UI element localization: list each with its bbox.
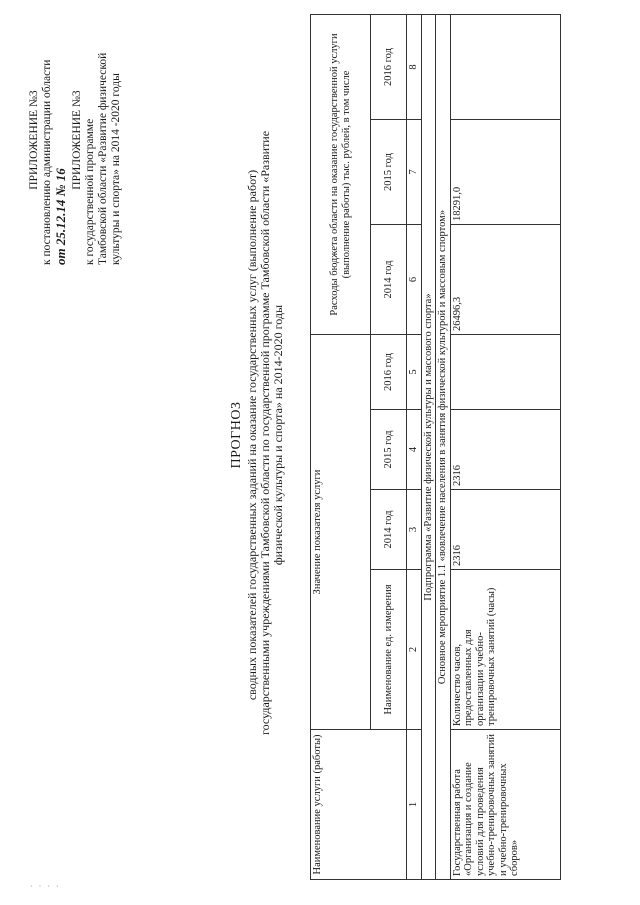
rotated-page — [20, 15, 620, 885]
budget-2015-cell: 18291,0 — [450, 120, 560, 225]
unit-cell: Количество часов, предоставленных для организации учебно-тренировочных занятий (часы) — [450, 570, 560, 730]
table-row — [450, 14, 560, 879]
col-number: 6 — [407, 225, 422, 335]
document-title-block — [229, 130, 285, 735]
col-number: 8 — [407, 14, 422, 119]
appendix-secondary-line-1: к государственной программе — [84, 118, 96, 265]
appendix-block — [28, 15, 123, 265]
appendix-main-line: к постановлению администрации области — [41, 59, 53, 265]
appendix-secondary-line-3: культуры и спорта» на 2014 -2020 годы — [110, 73, 122, 265]
document-subtitle-3: физической культуры и спорта» на 2014-2020 годы — [271, 304, 285, 566]
header-year-2014: 2014 год — [371, 490, 407, 570]
forecast-table — [310, 14, 561, 880]
header-indicator-value: Значение показателя услуги — [311, 335, 371, 730]
budget-2016-cell — [450, 14, 560, 119]
header-year-2015: 2015 год — [371, 410, 407, 490]
subprogram-row: Подпрограмма «Развитие физической культуры и массового спорта» — [421, 14, 436, 879]
appendix-secondary-heading: ПРИЛОЖЕНИЕ №3 — [71, 90, 83, 190]
document-subtitle-2: государственными учреждениями Тамбовской области по государственной программе Тамбовской области «Развитие — [258, 130, 272, 735]
scan-marks: · · · · — [30, 882, 61, 891]
appendix-main-heading: ПРИЛОЖЕНИЕ №3 — [28, 90, 40, 190]
col-number: 7 — [407, 120, 422, 225]
header-service-name: Наименование услуги (работы) — [311, 730, 407, 880]
col-number: 3 — [407, 490, 422, 570]
value-2015-cell: 2316 — [450, 410, 560, 490]
col-number: 2 — [407, 570, 422, 730]
appendix-secondary-line-2: Тамбовской области «Развитие физической — [97, 52, 109, 265]
document-title: ПРОГНОЗ — [229, 401, 244, 469]
header-budget-2016: 2016 год — [371, 14, 407, 119]
header-unit-name: Наименование ед. измерения — [371, 570, 407, 730]
main-event-row: Основное мероприятие 1.1 «вовлечение населения в занятия физической культурой и массовым спортом» — [436, 14, 451, 879]
signature-date: от 25.12.14 № 16 — [53, 168, 68, 265]
col-number: 5 — [407, 335, 422, 410]
value-2014-cell: 2316 — [450, 490, 560, 570]
header-budget-2014: 2014 год — [371, 225, 407, 335]
header-year-2016: 2016 год — [371, 335, 407, 410]
col-number: 1 — [407, 730, 422, 880]
value-2016-cell — [450, 335, 560, 410]
header-budget-expenses: Расходы бюджета области на оказание государственной услуги (выполнение работы) тыс. рублей, в том числе — [311, 14, 371, 334]
budget-2014-cell: 26496,3 — [450, 225, 560, 335]
service-cell: Государственная работа «Организация и создание условий для проведения учебно-тренировочных занятий и учебно-тренировочных сборов» — [450, 730, 560, 880]
header-budget-2015: 2015 год — [371, 120, 407, 225]
col-number: 4 — [407, 410, 422, 490]
column-number-row — [407, 14, 422, 879]
document-subtitle-1: сводных показателей государственных заданий на оказание государственных услуг (выполнение работ) — [245, 169, 259, 701]
